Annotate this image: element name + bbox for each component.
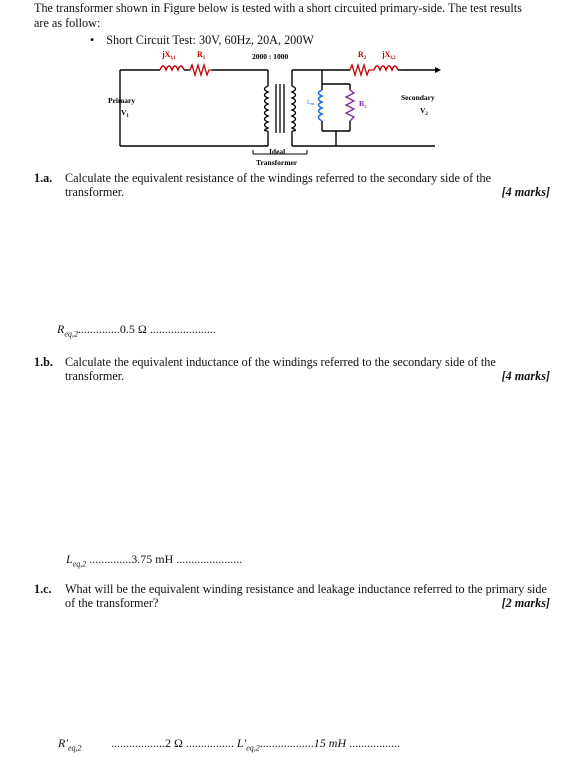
answer-symbol: $L_{eq,2}$ <box>66 552 87 569</box>
answer-1c-resistance-label <box>58 736 82 752</box>
answer-1a: $R_{eq,2}..............0.5$ Ω ...................... <box>57 322 216 339</box>
bullet-dot: • <box>90 33 95 47</box>
question-number: 1.b. <box>34 355 53 369</box>
question-text: Calculate the equivalent resistance of the windings referred to the secondary side of the transformer. <box>65 171 492 199</box>
label-jx12: $jX_{l,2}$ <box>382 50 396 61</box>
question-number: 1.c. <box>34 582 52 596</box>
intro-text: The transformer shown in Figure below is tested with a short circuited primary-side. The test results are as follow: <box>34 1 522 30</box>
marks-label: [4 marks] <box>501 185 550 199</box>
label-lm: Lm <box>307 100 315 106</box>
answer-1c-values: ..................2 Ω ................ $L'_{eq,2}..................15$ mH ................. <box>111 736 401 753</box>
answer-symbol: $R_{eq,2}$ <box>57 322 78 339</box>
circuit-diagram <box>100 46 460 171</box>
bullet-text: Short Circuit Test: 30V, 60Hz, 20A, 200W <box>106 33 314 47</box>
answer-value: 3.75 mH <box>131 552 174 566</box>
label-transformer: Transformer <box>256 158 298 167</box>
label-ideal: Ideal <box>269 147 286 156</box>
answer-value-resistance: 2 Ω <box>165 736 183 750</box>
label-primary: Primary <box>108 96 136 105</box>
question-text: What will be the equivalent winding resistance and leakage inductance referred to the primary side of the transformer? <box>65 582 547 610</box>
marks-label: [2 marks] <box>501 596 550 610</box>
label-r2: $R_2$ <box>358 50 367 61</box>
label-r1: $R_1$ <box>197 50 206 61</box>
label-secondary: Secondary <box>401 93 435 102</box>
label-v2: $V_2$ <box>420 106 428 117</box>
answer-value-inductance: 15 mH <box>313 736 347 750</box>
label-jx11: $jX_{l,1}$ <box>162 50 176 61</box>
answer-value: 0.5 Ω <box>119 322 147 336</box>
answer-1b: $L_{eq,2}$ ..............3.75 mH ...................... <box>66 552 243 569</box>
label-v1: $V_1$ <box>121 108 129 119</box>
answer-symbol-inductance: $L'_{eq,2}$ <box>236 736 260 753</box>
label-turns-ratio: 2000 : 1000 <box>252 52 289 61</box>
question-text: Calculate the equivalent inductance of the windings referred to the secondary side of the transformer. <box>65 355 496 383</box>
question-number: 1.a. <box>34 171 53 185</box>
label-rc: $R_c$ <box>359 99 367 110</box>
marks-label: [4 marks] <box>501 369 550 383</box>
answer-symbol: $R'_{eq,2}$ <box>58 736 82 753</box>
